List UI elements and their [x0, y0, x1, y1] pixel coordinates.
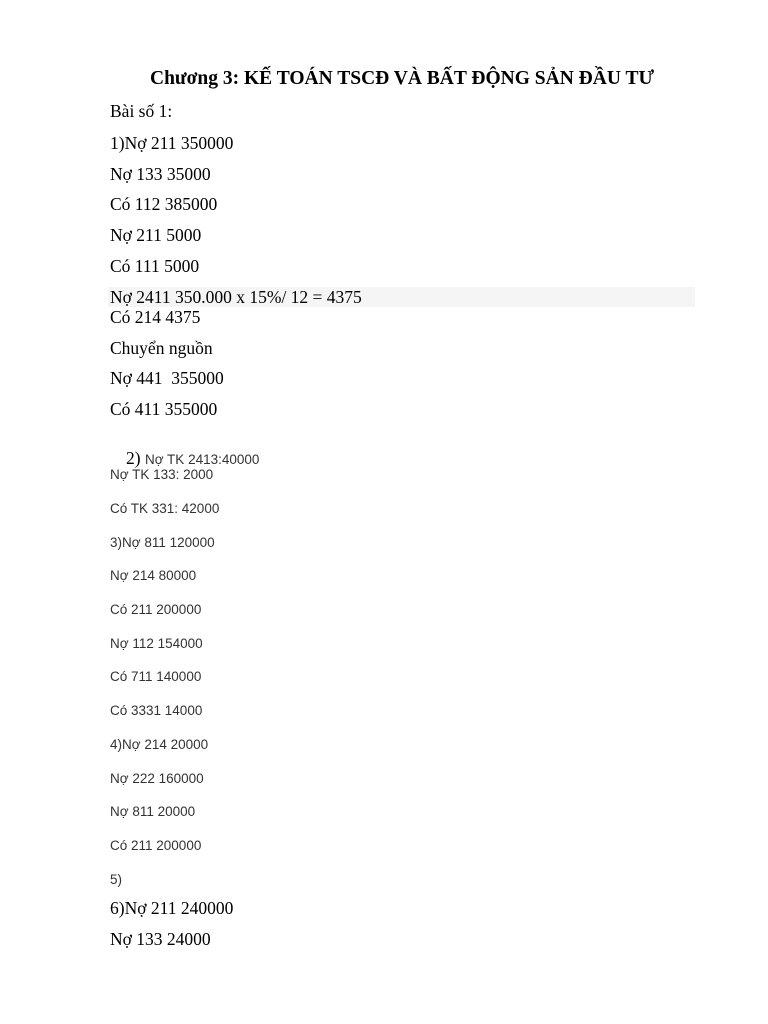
- chapter-title: Chương 3: KẾ TOÁN TSCĐ VÀ BẤT ĐỘNG SẢN ĐẦU TƯ: [150, 68, 654, 89]
- entry-line: Có 112 385000: [110, 194, 218, 214]
- entry-line: Nợ 112 154000: [110, 636, 203, 651]
- entry-line: Có 711 140000: [110, 669, 202, 684]
- entry-line: Có 411 355000: [110, 399, 218, 419]
- entry-line: 4)Nợ 214 20000: [110, 737, 209, 752]
- entry-line: Nợ 214 80000: [110, 568, 197, 583]
- entry-line: Nợ 441 355000: [110, 368, 224, 388]
- entry-line: 6)Nợ 211 240000: [110, 898, 234, 918]
- entry-line: Nợ 2411 350.000 x 15%/ 12 = 4375: [110, 287, 362, 307]
- item2-text: Nợ TK 2413:40000: [144, 452, 260, 467]
- entry-line: Nợ 222 160000: [110, 771, 204, 786]
- entry-line: Nợ 211 5000: [110, 225, 202, 245]
- exercise-heading: Bài số 1:: [110, 101, 173, 121]
- entry-line: 3)Nợ 811 120000: [110, 535, 215, 550]
- entry-line: Nợ 133 35000: [110, 164, 211, 184]
- entry-line: Chuyển nguồn: [110, 338, 213, 358]
- entry-line: Có 211 200000: [110, 602, 202, 617]
- entry-line: 1)Nợ 211 350000: [110, 133, 234, 153]
- entry-line: 5): [110, 872, 123, 887]
- entry-line: Có 3331 14000: [110, 703, 203, 718]
- entry-line: Có TK 331: 42000: [110, 501, 220, 516]
- entry-line: Nợ TK 133: 2000: [110, 467, 214, 482]
- entry-line: Có 211 200000: [110, 838, 202, 853]
- entry-line: Có 214 4375: [110, 307, 201, 327]
- entry-line: Nợ 133 24000: [110, 929, 211, 949]
- entry-line: Nợ 811 20000: [110, 804, 196, 819]
- item2-number: 2): [126, 448, 145, 468]
- entry-line: Có 111 5000: [110, 256, 200, 276]
